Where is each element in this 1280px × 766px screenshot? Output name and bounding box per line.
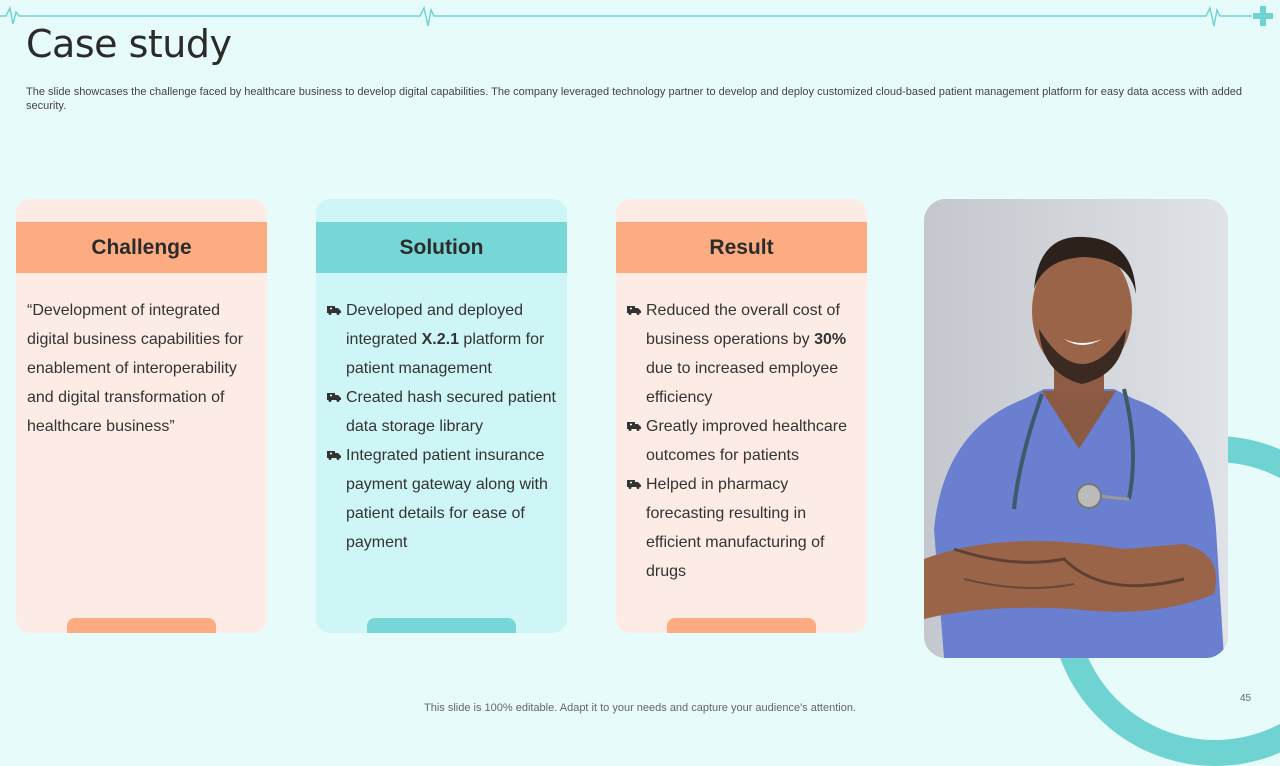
result-header: Result — [616, 222, 867, 273]
list-item: Greatly improved healthcare outcomes for patients — [627, 412, 859, 470]
page-number: 45 — [1240, 693, 1252, 704]
challenge-card-tab — [67, 618, 216, 633]
challenge-card — [16, 199, 267, 633]
doctor-illustration — [924, 199, 1228, 658]
list-item: Reduced the overall cost of business operations by 30% due to increased employee efficiency — [627, 296, 859, 412]
challenge-header: Challenge — [16, 222, 267, 273]
result-card — [616, 199, 867, 633]
ambulance-icon — [327, 450, 341, 460]
solution-card-tab — [367, 618, 516, 633]
list-item: Integrated patient insurance payment gateway along with patient details for ease of payment — [327, 441, 559, 557]
solution-list — [327, 296, 559, 557]
ambulance-icon — [627, 479, 641, 489]
doctor-photo — [924, 199, 1228, 658]
list-item: Developed and deployed integrated X.2.1 platform for patient management — [327, 296, 559, 383]
challenge-text: “Development of integrated digital business capabilities for enablement of interoperability and digital transformation of healthcare business” — [27, 302, 244, 435]
ambulance-icon — [627, 305, 641, 315]
ambulance-icon — [327, 305, 341, 315]
page-title: Case study — [26, 22, 232, 66]
solution-header: Solution — [316, 222, 567, 273]
footer-note: This slide is 100% editable. Adapt it to your needs and capture your audience's attention. — [424, 702, 856, 714]
list-item: Created hash secured patient data storage library — [327, 383, 559, 441]
ambulance-icon — [627, 421, 641, 431]
result-list — [627, 296, 859, 586]
solution-card — [316, 199, 567, 633]
medical-cross-icon — [1253, 6, 1273, 26]
result-card-tab — [667, 618, 816, 633]
ambulance-icon — [327, 392, 341, 402]
solution-body — [327, 296, 559, 557]
result-body — [627, 296, 859, 586]
list-item: Helped in pharmacy forecasting resulting in efficient manufacturing of drugs — [627, 470, 859, 586]
slide-description: The slide showcases the challenge faced by healthcare business to develop digital capabilities. The company leveraged technology partner to develop and deploy customized cloud-based patient management platform for easy data access with added security. — [26, 86, 1243, 112]
